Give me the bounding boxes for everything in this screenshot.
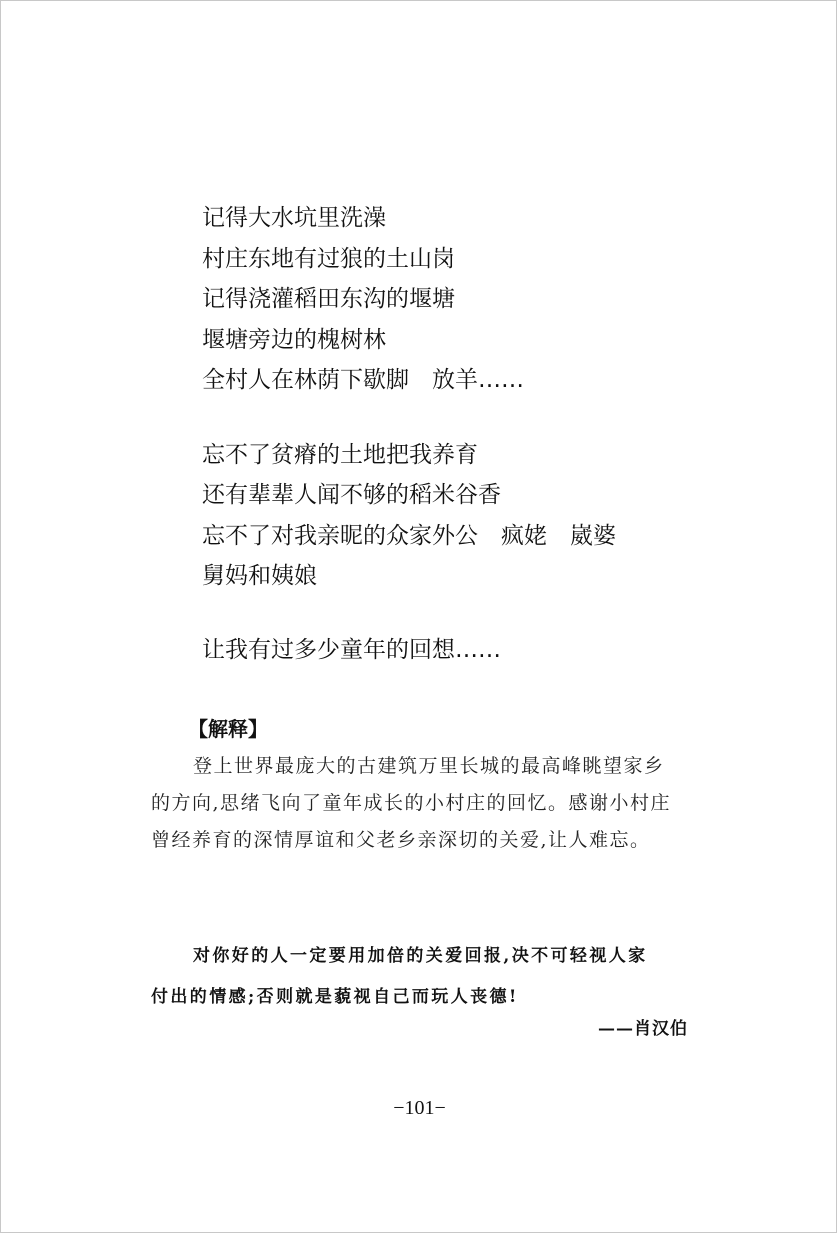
- page-number: −101−: [393, 1097, 446, 1119]
- poem-line: 村庄东地有过狼的土山岗: [202, 245, 455, 272]
- poem-line: 还有辈辈人闻不够的稻米谷香: [202, 482, 501, 508]
- poem-line: 堰塘旁边的槐树林: [202, 326, 386, 353]
- poem-line: 全村人在林荫下歇脚 放羊……: [202, 367, 524, 393]
- poem-line: 忘不了贫瘠的土地把我养育: [202, 441, 478, 468]
- explanation-heading: 【解释】: [188, 717, 268, 741]
- explanation-body: [151, 748, 691, 859]
- poem-line: 记得浇灌稻田东沟的堰塘: [202, 286, 455, 312]
- quote-line: 付出的情感;否则就是藐视自己而玩人丧德!: [151, 987, 519, 1007]
- stanza-divider: [202, 401, 762, 435]
- quote: [151, 936, 691, 1018]
- explanation-line: 登上世界最庞大的古建筑万里长城的最高峰眺望家乡: [193, 755, 665, 777]
- explanation-line: 的方向,思绪飞向了童年成长的小村庄的回忆。感谢小村庄: [151, 792, 672, 814]
- poem-line: 舅妈和姨娘: [202, 563, 317, 589]
- poem-line: 忘不了对我亲昵的众家外公 疯姥 崴婆: [202, 522, 616, 549]
- poem: [202, 198, 762, 670]
- explanation-line: 曾经养育的深情厚谊和父老乡亲深切的关爱,让人难忘。: [151, 829, 651, 851]
- quote-author: ——肖汉伯: [598, 1019, 688, 1039]
- poem-line: 记得大水坑里洗澡: [202, 205, 386, 231]
- poem-line: 让我有过多少童年的回想……: [202, 636, 501, 663]
- quote-line: 对你好的人一定要用加倍的关爱回报,决不可轻视人家: [193, 946, 648, 966]
- stanza-divider: [202, 597, 762, 630]
